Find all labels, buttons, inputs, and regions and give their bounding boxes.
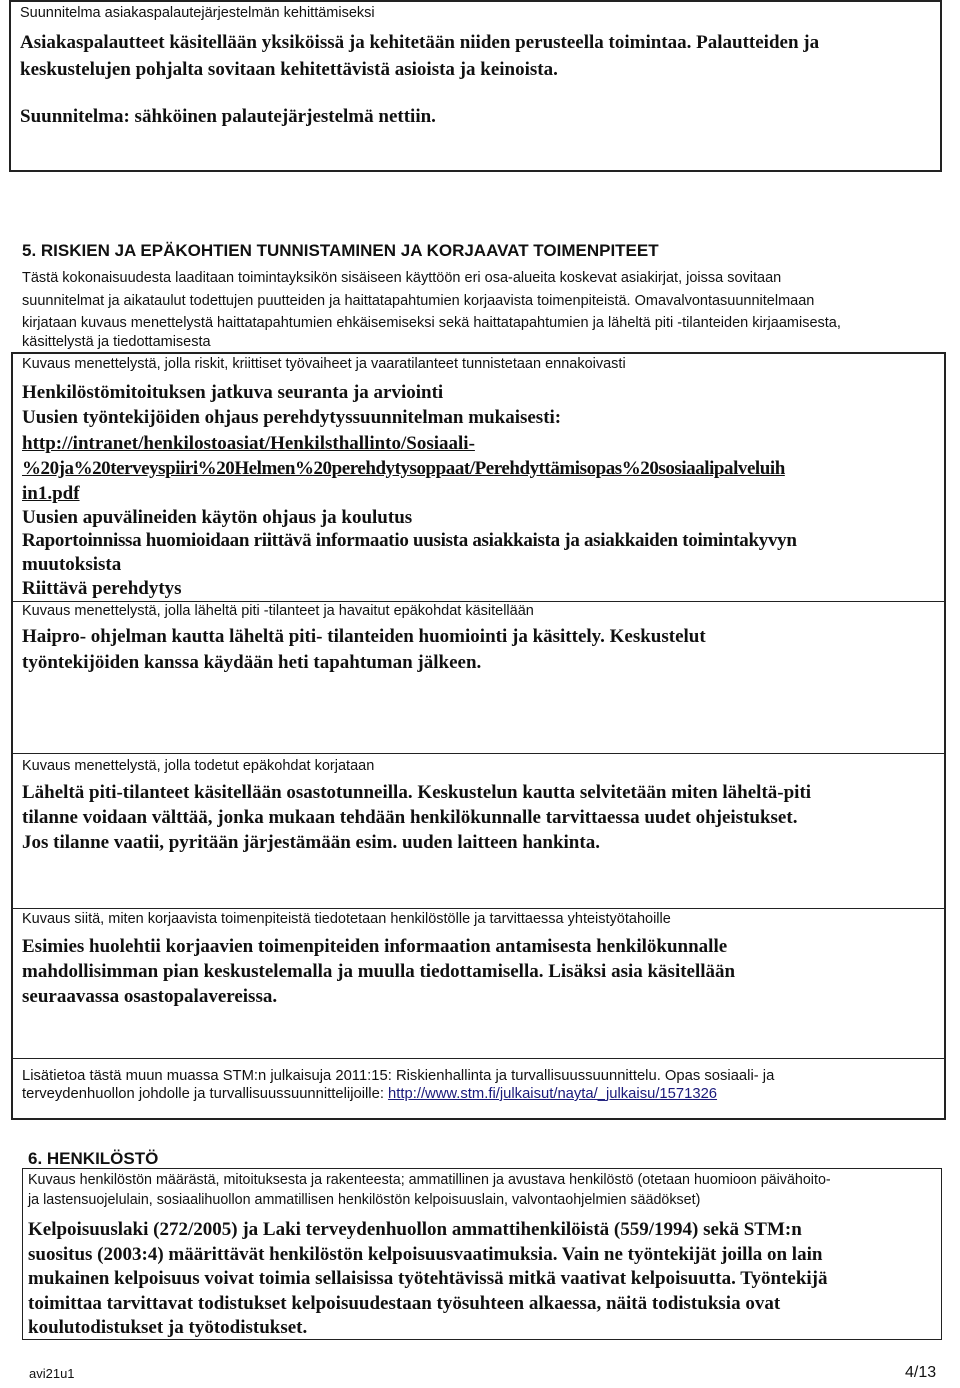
box3-line-1: Läheltä piti-tilanteet käsitellään osastotunneilla. Keskustelun kautta selvitetään miten läheltä-piti	[22, 782, 812, 803]
plan-box-text-2: keskustelujen pohjalta sovitaan kehitettävistä asioista ja keinoista.	[20, 59, 558, 80]
box4-line-2: mahdollisimman pian keskustelemalla ja muulla tiedottamisella. Lisäksi asia käsitellään	[22, 961, 736, 982]
box5-line-2-text: terveydenhuollon johdolle ja turvallisuussuunnittelijoille:	[22, 1086, 389, 1102]
section5-intro-4: käsittelystä ja tiedottamisesta	[22, 334, 211, 350]
box1-line-1: Henkilöstömitoituksen jatkuva seuranta ja arviointi	[22, 382, 444, 403]
section5-intro-3: kirjataan kuvaus menettelystä haittatapahtumien ehkäisemiseksi sekä haittatapahtumien ja läheltä piti -tilanteiden kirjaamisesta,	[22, 315, 841, 331]
plan-box-text-1: Asiakaspalautteet käsitellään yksiköissä ja kehitetään niiden perusteella toimintaa. Palautteiden ja	[20, 32, 820, 53]
page-number: 4/13	[905, 1364, 937, 1381]
box1-line-4: Raportoinnissa huomioidaan riittävä informaatio uusista asiakkaista ja asiakkaiden toimintakyvyn	[22, 530, 797, 551]
box2-label: Kuvaus menettelystä, jolla läheltä piti -tilanteet ja havaitut epäkohdat käsitellään	[22, 603, 534, 619]
box4-label: Kuvaus siitä, miten korjaavista toimenpiteistä tiedotetaan henkilöstölle ja tarvittaessa yhteistyötahoille	[22, 911, 671, 927]
box4-line-3: seuraavassa osastopalavereissa.	[22, 986, 278, 1007]
box1-line-5: muutoksista	[22, 554, 122, 575]
box3-label: Kuvaus menettelystä, jolla todetut epäkohdat korjataan	[22, 758, 375, 774]
box3-line-2: tilanne voidaan välttää, jonka mukaan tehdään henkilökunnalle tarvittaessa uudet ohjeistukset.	[22, 807, 798, 828]
plan-box-label: Suunnitelma asiakaspalautejärjestelmän kehittämiseksi	[20, 5, 375, 21]
footer-code: avi21u1	[29, 1366, 75, 1381]
perehdytys-link-3[interactable]: in1.pdf	[22, 483, 80, 504]
box3-line-3: Jos tilanne vaatii, pyritään järjestämään esim. uuden laitteen hankinta.	[22, 832, 600, 853]
section5-intro-1: Tästä kokonaisuudesta laaditaan toimintayksikön sisäiseen käyttöön eri osa-alueita koskevat asiakirjat, joissa sovitaan	[22, 270, 782, 286]
section5-intro-2: suunnitelmat ja aikataulut todettujen puutteiden ja haittatapahtumien korjaavista toimenpiteistä. Omavalvontasuunnitelmaan	[22, 293, 815, 309]
section5-heading: 5. RISKIEN JA EPÄKOHTIEN TUNNISTAMINEN JA KORJAAVAT TOIMENPITEET	[22, 241, 659, 260]
section6-heading: 6. HENKILÖSTÖ	[28, 1149, 159, 1168]
box2-line-1: Haipro- ohjelman kautta läheltä piti- tilanteiden huomiointi ja käsittely. Keskustelut	[22, 626, 706, 647]
perehdytys-link-2[interactable]: %20ja%20terveyspiiri%20Helmen%20perehdytysoppaat/Perehdyttämisopas%20sosiaalipalveluih	[22, 458, 785, 479]
box1-line-6: Riittävä perehdytys	[22, 578, 182, 599]
staff-label-1: Kuvaus henkilöstön määrästä, mitoituksesta ja rakenteesta; ammatillinen ja avustava henkilöstö (otetaan huomioon päivähoito-	[28, 1172, 831, 1188]
perehdytys-link-1[interactable]: http://intranet/henkilostoasiat/Henkilsthallinto/Sosiaali-	[22, 433, 475, 454]
staff-label-2: ja lastensuojelulain, sosiaalihuollon ammatillisen henkilöstön kelpoisuuslain, valvontaohjelmien säädökset)	[28, 1192, 701, 1208]
box2-line-2: työntekijöiden kanssa käydään heti tapahtuman jälkeen.	[22, 652, 482, 673]
divider-box2	[12, 601, 945, 602]
divider-box3	[12, 753, 945, 754]
divider-box4	[12, 908, 945, 909]
box1-line-3: Uusien apuvälineiden käytön ohjaus ja koulutus	[22, 507, 413, 528]
box1-line-2: Uusien työntekijöiden ohjaus perehdytyssuunnitelman mukaisesti:	[22, 407, 562, 428]
divider-box5	[12, 1058, 945, 1059]
staff-line-4: toimittaa tarvittavat todistukset kelpoisuudestaan työsuhteen alkaessa, näitä todistuksia ovat	[28, 1293, 781, 1314]
box1-label: Kuvaus menettelystä, jolla riskit, kriittiset työvaiheet ja vaaratilanteet tunnistetaan ennakoivasti	[22, 356, 626, 372]
staff-line-2: suositus (2003:4) määrittävät henkilöstön kelpoisuusvaatimuksia. Vain ne työntekijät joilla on lain	[28, 1244, 823, 1265]
plan-box-plan: Suunnitelma: sähköinen palautejärjestelmä nettiin.	[20, 106, 436, 127]
staff-line-3: mukainen kelpoisuus voivat toimia sellaisissa työtehtävissä mitkä vaativat kelpoisuutta. Työntekijä	[28, 1268, 828, 1289]
box5-line-2	[22, 1086, 717, 1103]
plan-box	[9, 0, 942, 172]
staff-line-5: koulutodistukset ja työtodistukset.	[28, 1317, 308, 1338]
stm-link[interactable]: http://www.stm.fi/julkaisut/nayta/_julkaisu/1571326	[388, 1086, 718, 1102]
staff-line-1: Kelpoisuuslaki (272/2005) ja Laki terveydenhuollon ammattihenkilöistä (559/1994) sekä STM:n	[28, 1219, 802, 1240]
box4-line-1: Esimies huolehtii korjaavien toimenpiteiden informaation antamisesta henkilökunnalle	[22, 936, 728, 957]
box5-line-1: Lisätietoa tästä muun muassa STM:n julkaisuja 2011:15: Riskienhallinta ja turvallisuussuunnittelu. Opas sosiaali- ja	[22, 1068, 775, 1084]
